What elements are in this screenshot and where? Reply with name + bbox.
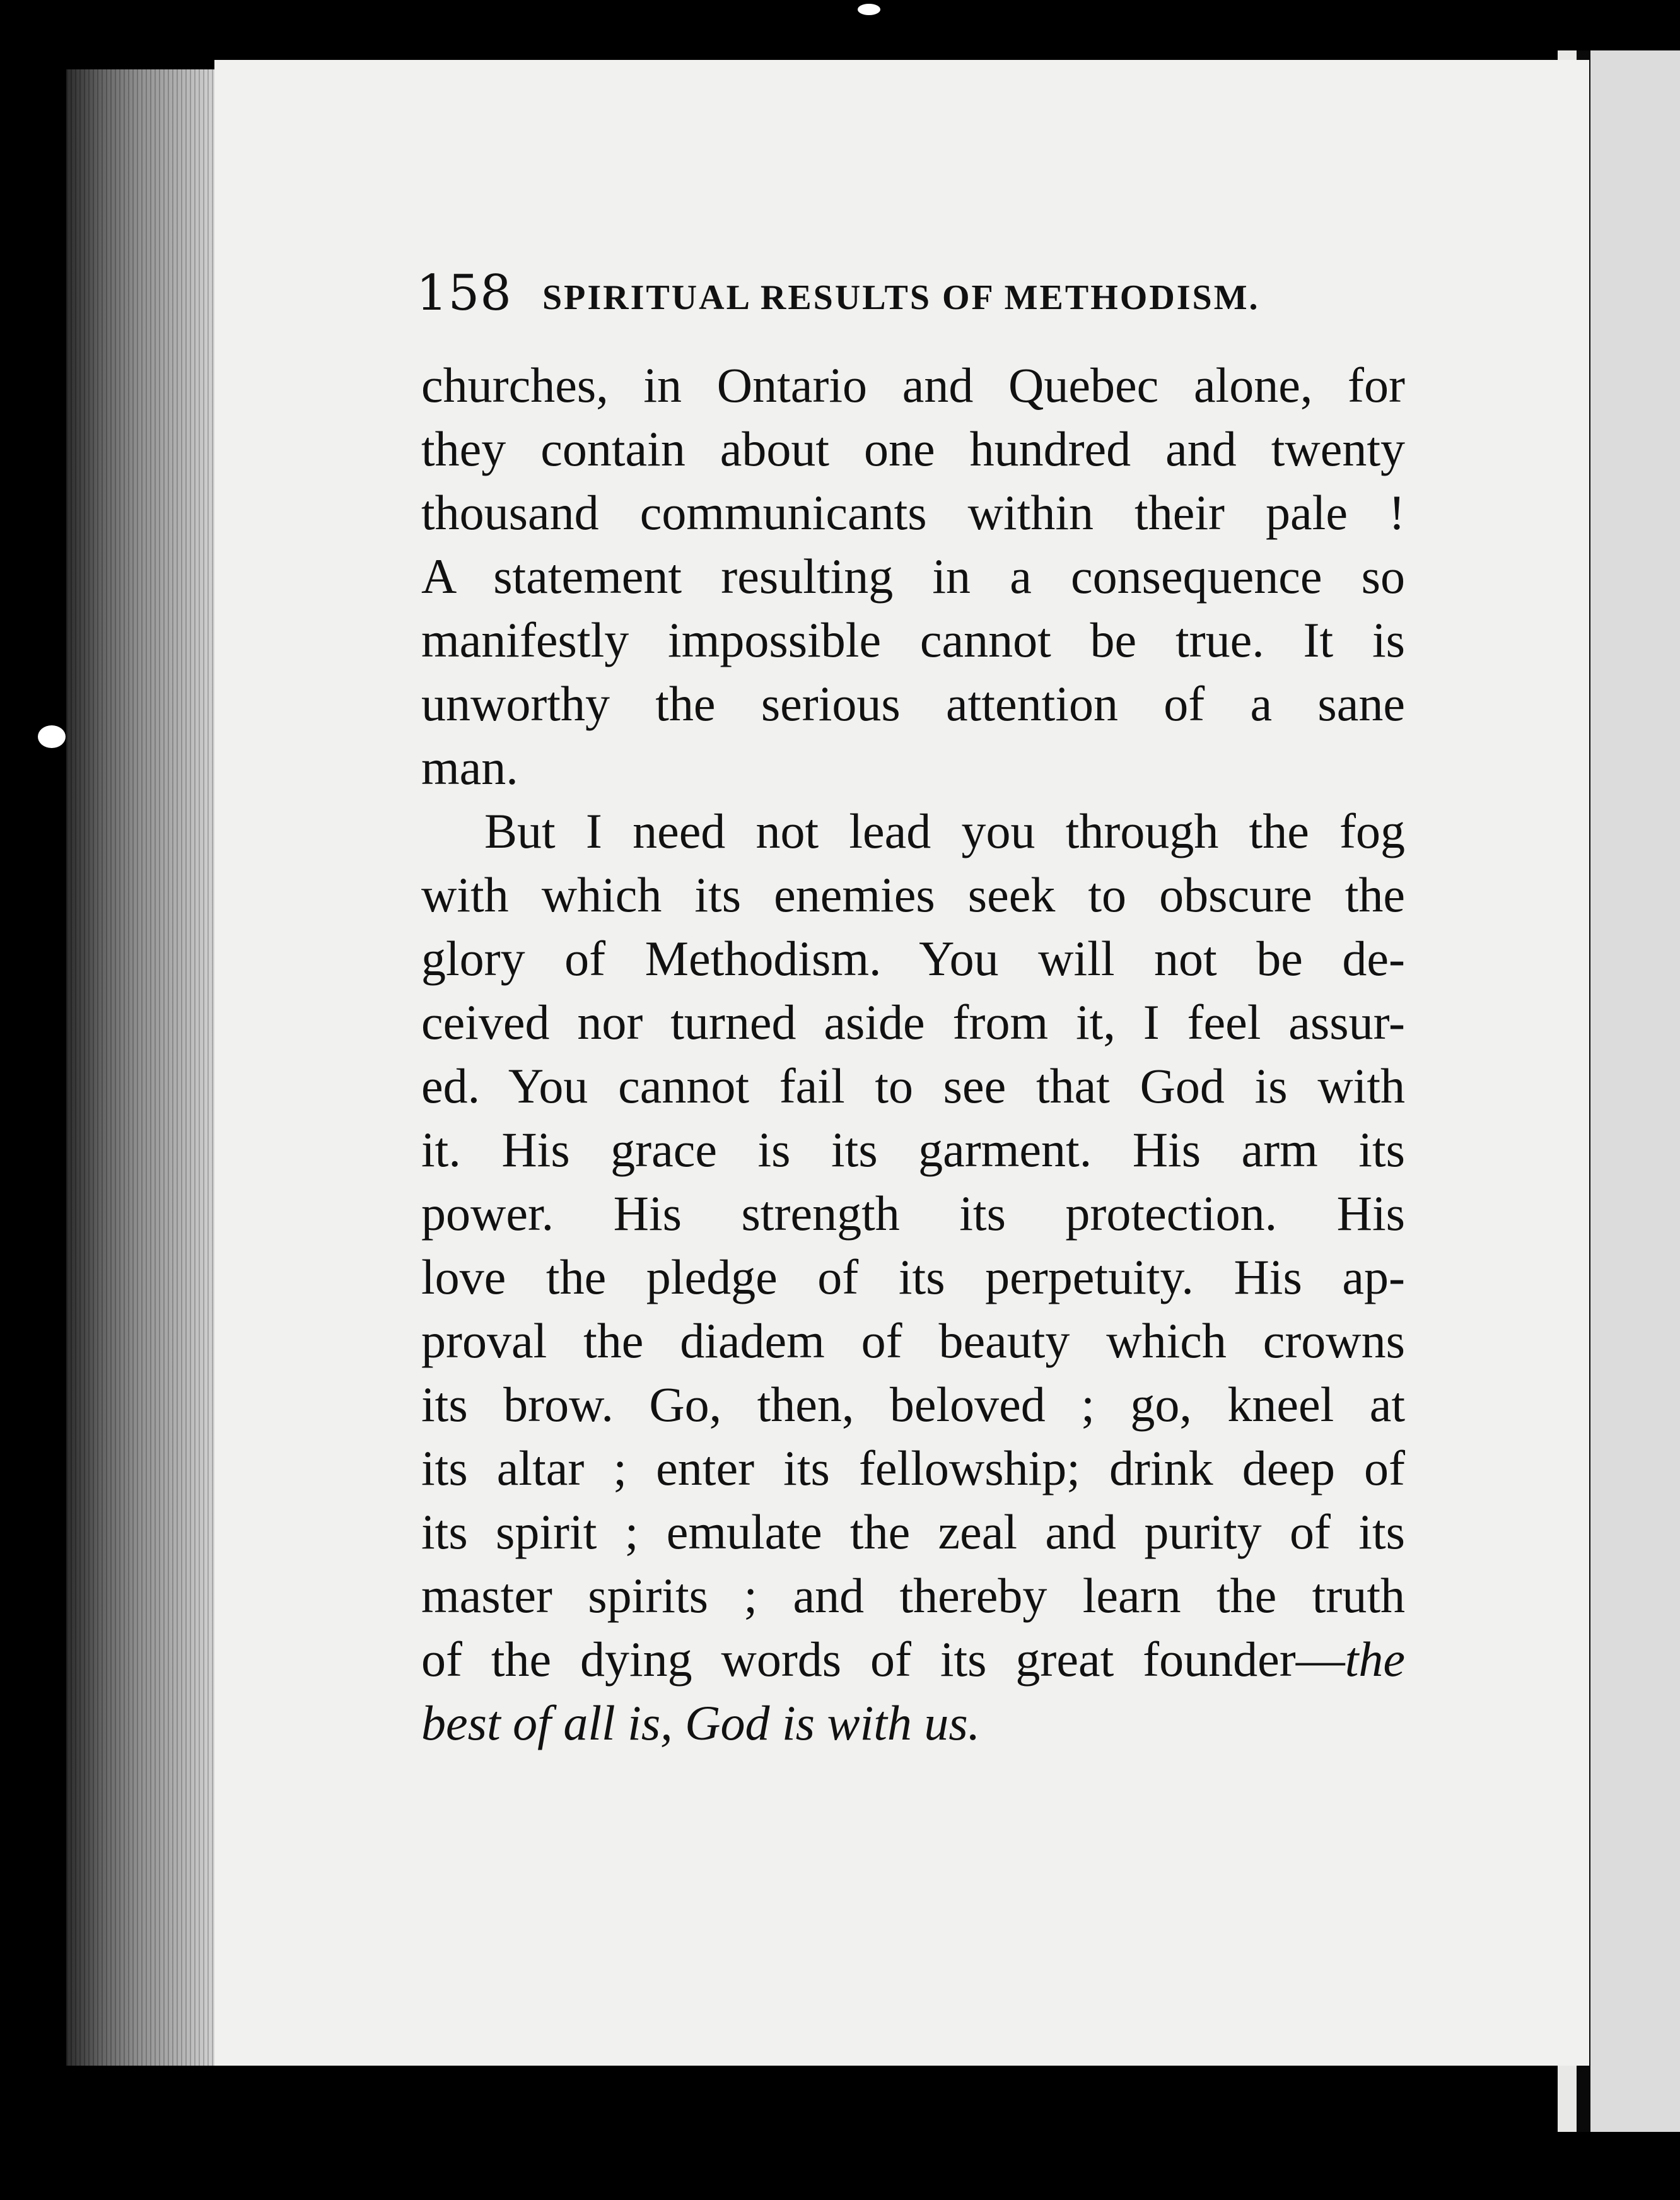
- text-line: glory of Methodism. You will not be de-: [421, 931, 1405, 986]
- text-segment: of the dying words of its great founder—: [421, 1632, 1345, 1687]
- page-header: [416, 259, 1299, 328]
- text-line: its brow. Go, then, beloved ; go, kneel at: [421, 1377, 1405, 1432]
- text-line: But I need not lead you through the fog: [484, 804, 1405, 858]
- text-line: its spirit ; emulate the zeal and purity of its: [421, 1504, 1405, 1559]
- text-line: manifestly impossible cannot be true. It is: [421, 612, 1405, 667]
- paragraph-2: [421, 799, 1405, 1755]
- page-number: 158: [416, 265, 512, 322]
- text-line: they contain about one hundred and twenty: [421, 421, 1405, 476]
- facing-page-edge: [1590, 50, 1680, 2132]
- scan-bottom-border: [0, 2157, 1680, 2200]
- book-page-edge: [66, 69, 227, 2066]
- running-title: SPIRITUAL RESULTS OF METHODISM.: [542, 278, 1260, 317]
- italic-segment: the: [1345, 1632, 1405, 1687]
- text-line: [421, 1691, 1405, 1755]
- body-text: [421, 353, 1405, 1755]
- text-line: thousand communicants within their pale !: [421, 485, 1405, 540]
- text-line: love the pledge of its perpetuity. His ap-: [421, 1249, 1405, 1304]
- text-line: master spirits ; and thereby learn the truth: [421, 1568, 1405, 1623]
- text-line: with which its enemies seek to obscure the: [421, 867, 1405, 922]
- text-line: power. His strength its protection. His: [421, 1186, 1405, 1241]
- text-line: ceived nor turned aside from it, I feel assur-: [421, 995, 1405, 1050]
- italic-closing-line: best of all is, God is with us.: [421, 1695, 981, 1750]
- text-line: ed. You cannot fail to see that God is with: [421, 1058, 1405, 1113]
- text-line: man.: [421, 740, 518, 795]
- text-line: it. His grace is its garment. His arm its: [421, 1122, 1405, 1177]
- text-line: unworthy the serious attention of a sane: [421, 676, 1405, 731]
- text-line: churches, in Ontario and Quebec alone, for: [421, 358, 1405, 413]
- text-line: proval the diadem of beauty which crowns: [421, 1313, 1405, 1368]
- paragraph-1: [421, 353, 1405, 799]
- scan-speck: [858, 4, 880, 15]
- scan-speck: [38, 725, 66, 748]
- text-line-with-italic-tail: [421, 1627, 1405, 1691]
- text-line: its altar ; enter its fellowship; drink deep of: [421, 1441, 1405, 1495]
- text-line: A statement resulting in a consequence so: [421, 549, 1405, 604]
